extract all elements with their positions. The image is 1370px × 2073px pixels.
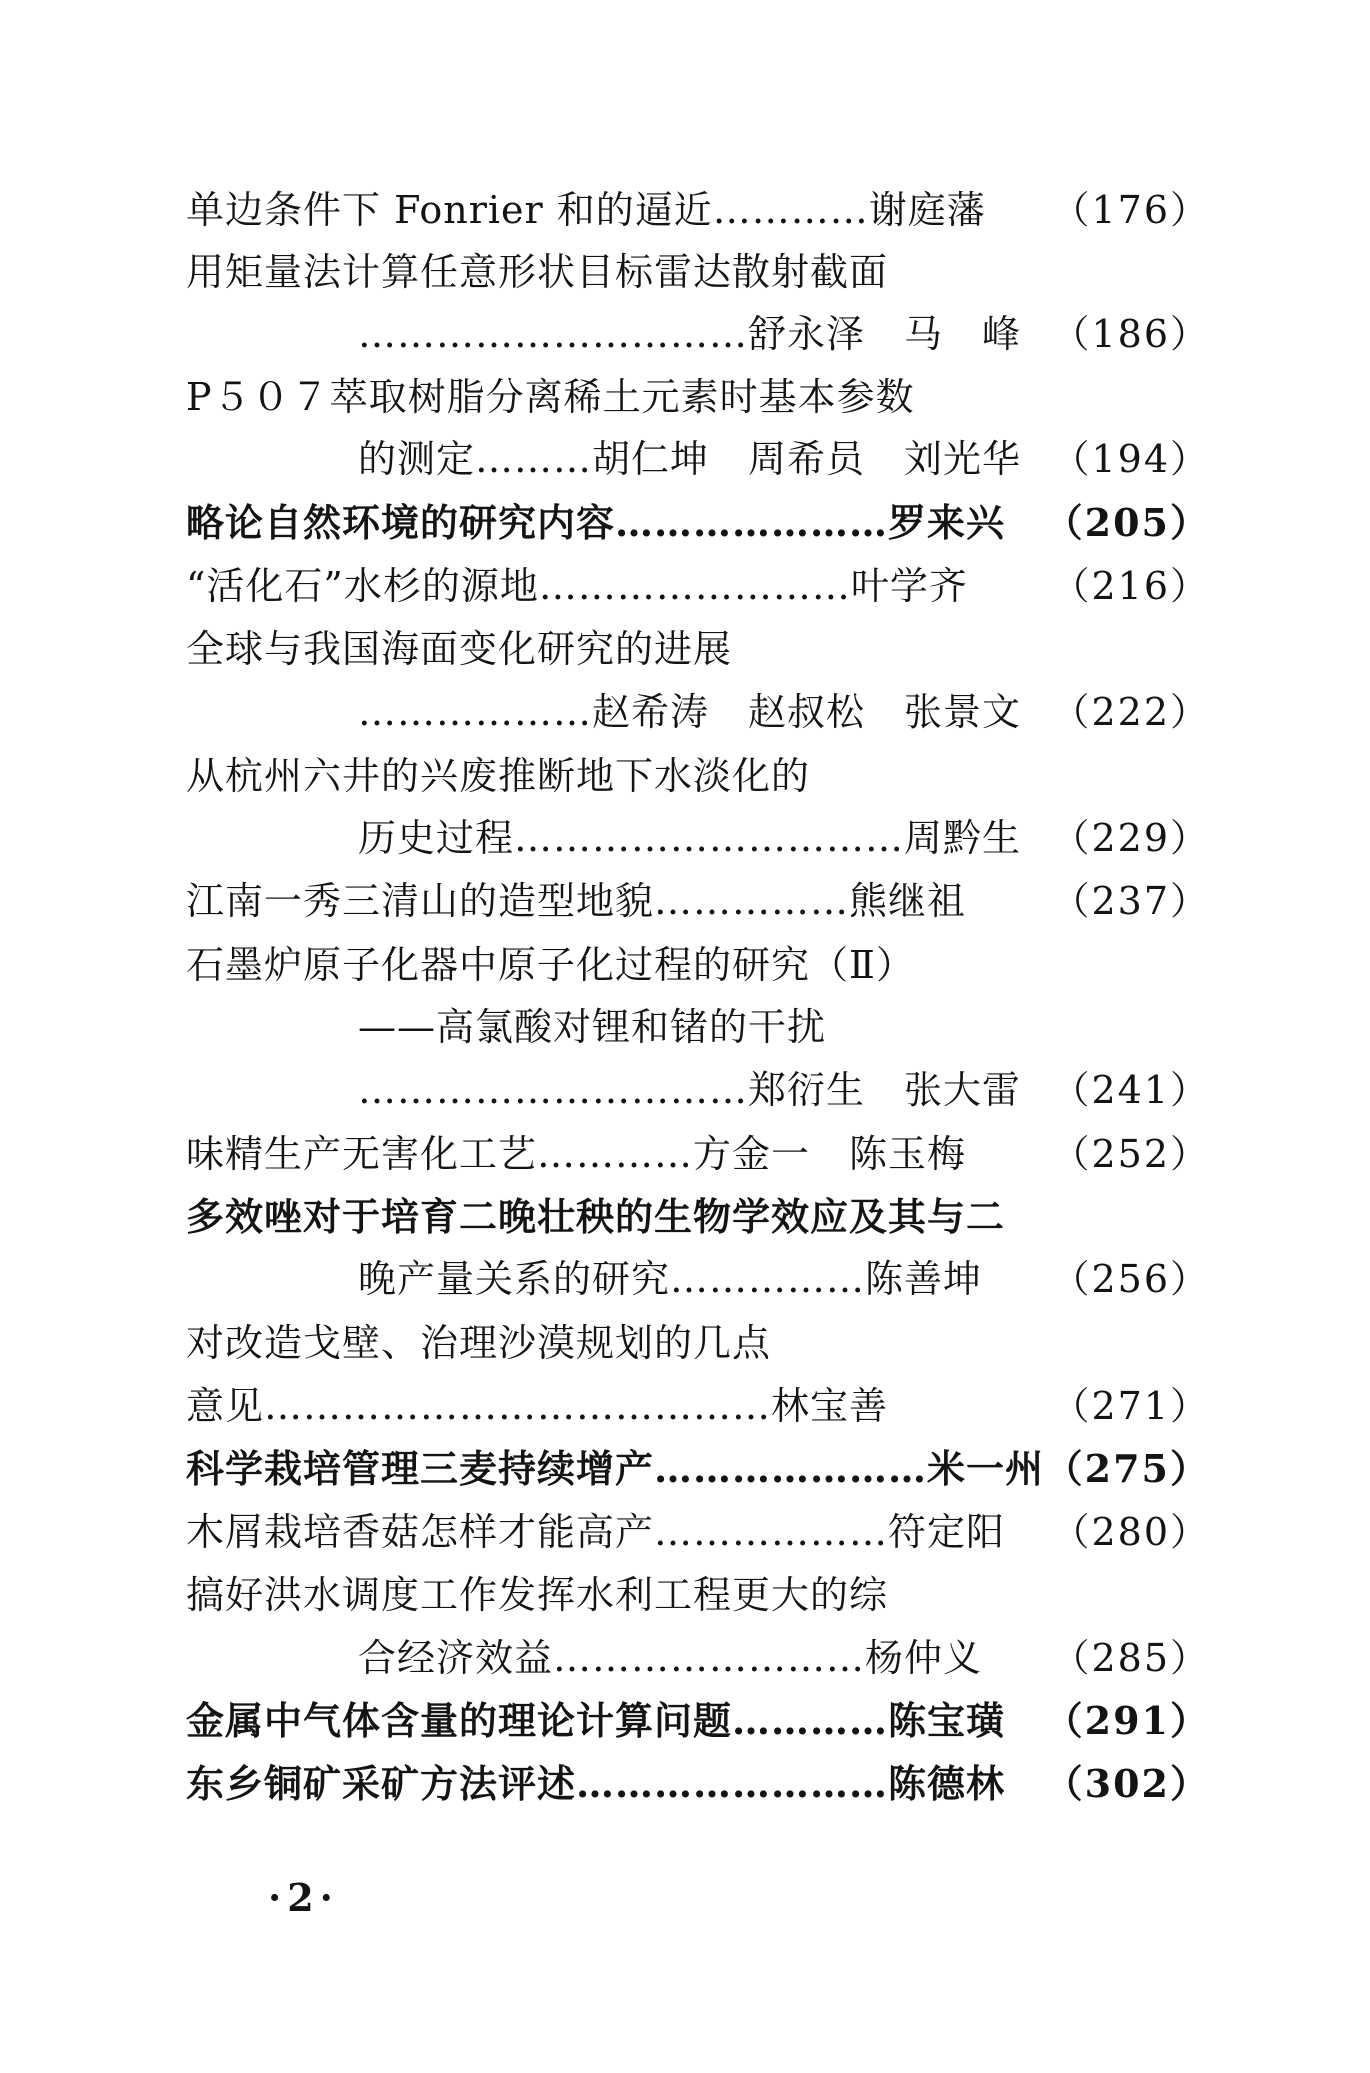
entry-text: 木屑栽培香菇怎样才能高产………………符定阳 <box>186 1510 1006 1554</box>
toc-entry <box>186 1191 1210 1243</box>
page-number: （252） <box>1051 1132 1210 1176</box>
entry-text: 合经济效益……………………杨仲义 <box>358 1636 983 1680</box>
page-number: （216） <box>1051 564 1210 608</box>
entry-text: 江南一秀三清山的造型地貌……………熊继祖 <box>186 879 967 923</box>
page-number: （176） <box>1051 188 1210 232</box>
toc-entry <box>358 433 1210 485</box>
toc-entry <box>186 184 1210 236</box>
page-number: （302） <box>1044 1761 1210 1806</box>
toc-entry <box>186 1128 1210 1180</box>
entry-text: 对改造戈壁、治理沙漠规划的几点 <box>186 1321 772 1365</box>
entry-text: …………………………郑衍生 张大雷 <box>358 1068 1022 1112</box>
page-number: （275） <box>1044 1446 1210 1491</box>
entry-text: 味精生产无害化工艺…………方金一 陈玉梅 <box>186 1132 967 1176</box>
page-folio: ·2· <box>268 1875 339 1920</box>
entry-text: ——高氯酸对锂和锗的干扰 <box>358 1005 827 1049</box>
toc-entry <box>186 1380 1210 1432</box>
entry-text: 金属中气体含量的理论计算问题…………陈宝璜 <box>186 1698 1006 1743</box>
entry-text: 石墨炉原子化器中原子化过程的研究（Ⅱ） <box>186 943 915 987</box>
entry-text: 从杭州六井的兴废推断地下水淡化的 <box>186 754 811 798</box>
entry-text: 搞好洪水调度工作发挥水利工程更大的综 <box>186 1573 889 1617</box>
toc-entry <box>358 686 1210 738</box>
toc-entry <box>358 1632 1210 1684</box>
toc-entry <box>186 1758 1210 1810</box>
page-number: （291） <box>1044 1698 1210 1743</box>
entry-text: 略论自然环境的研究内容…………………罗来兴 <box>186 500 1006 545</box>
toc-entry <box>358 308 1210 360</box>
entry-text: 东乡铜矿采矿方法评述……………………陈德林 <box>186 1761 1006 1806</box>
page-number: （241） <box>1051 1068 1210 1112</box>
entry-text: …………………………舒永泽 马 峰 <box>358 312 1022 356</box>
page-number: （280） <box>1051 1510 1210 1554</box>
toc-entry <box>358 1253 1210 1305</box>
page-number: （256） <box>1051 1257 1210 1301</box>
entry-text: 单边条件下 Fonrier 和的逼近…………谢庭藩 <box>186 188 986 232</box>
page-number: （186） <box>1051 312 1210 356</box>
entry-text: ………………赵希涛 赵叔松 张景文 <box>358 690 1022 734</box>
toc-entry <box>186 246 1210 298</box>
entry-text: 晚产量关系的研究……………陈善坤 <box>358 1257 983 1301</box>
entry-text: 科学栽培管理三麦持续增产…………………米一州 <box>186 1446 1045 1491</box>
toc-entry <box>186 1506 1210 1558</box>
toc-entry <box>186 1569 1210 1621</box>
entry-text: 的测定………胡仁坤 周希员 刘光华 <box>358 437 1022 481</box>
toc-entry <box>186 1695 1210 1747</box>
toc-entry <box>186 623 1210 675</box>
toc-entry <box>186 1443 1210 1495</box>
entry-text: 历史过程…………………………周黔生 <box>358 816 1022 860</box>
toc-entry <box>358 1064 1210 1116</box>
entry-text: 意见…………………………………林宝善 <box>186 1384 889 1428</box>
page-number: （222） <box>1051 690 1210 734</box>
toc-entry <box>186 560 1210 612</box>
page-number: （194） <box>1051 437 1210 481</box>
entry-text: 多效唑对于培育二晚壮秧的生物学效应及其与二 <box>186 1194 1006 1239</box>
toc-entry <box>186 750 1210 802</box>
toc-entry <box>186 1317 1210 1369</box>
toc-entry <box>186 371 1210 423</box>
toc-entry <box>186 875 1210 927</box>
toc-entry <box>358 1001 1210 1053</box>
page-number: （205） <box>1044 500 1210 545</box>
page-number: （271） <box>1051 1384 1210 1428</box>
page-number: （285） <box>1051 1636 1210 1680</box>
entry-text: “活化石”水杉的源地……………………叶学齐 <box>186 564 968 608</box>
toc-entry <box>186 939 1210 991</box>
page-number: （229） <box>1051 816 1210 860</box>
toc-entry <box>186 497 1210 549</box>
entry-text: P５０７萃取树脂分离稀土元素时基本参数 <box>186 375 915 419</box>
table-of-contents <box>186 0 1210 2073</box>
entry-text: 全球与我国海面变化研究的进展 <box>186 627 733 671</box>
page-number: （237） <box>1051 879 1210 923</box>
toc-entry <box>358 812 1210 864</box>
entry-text: 用矩量法计算任意形状目标雷达散射截面 <box>186 250 889 294</box>
